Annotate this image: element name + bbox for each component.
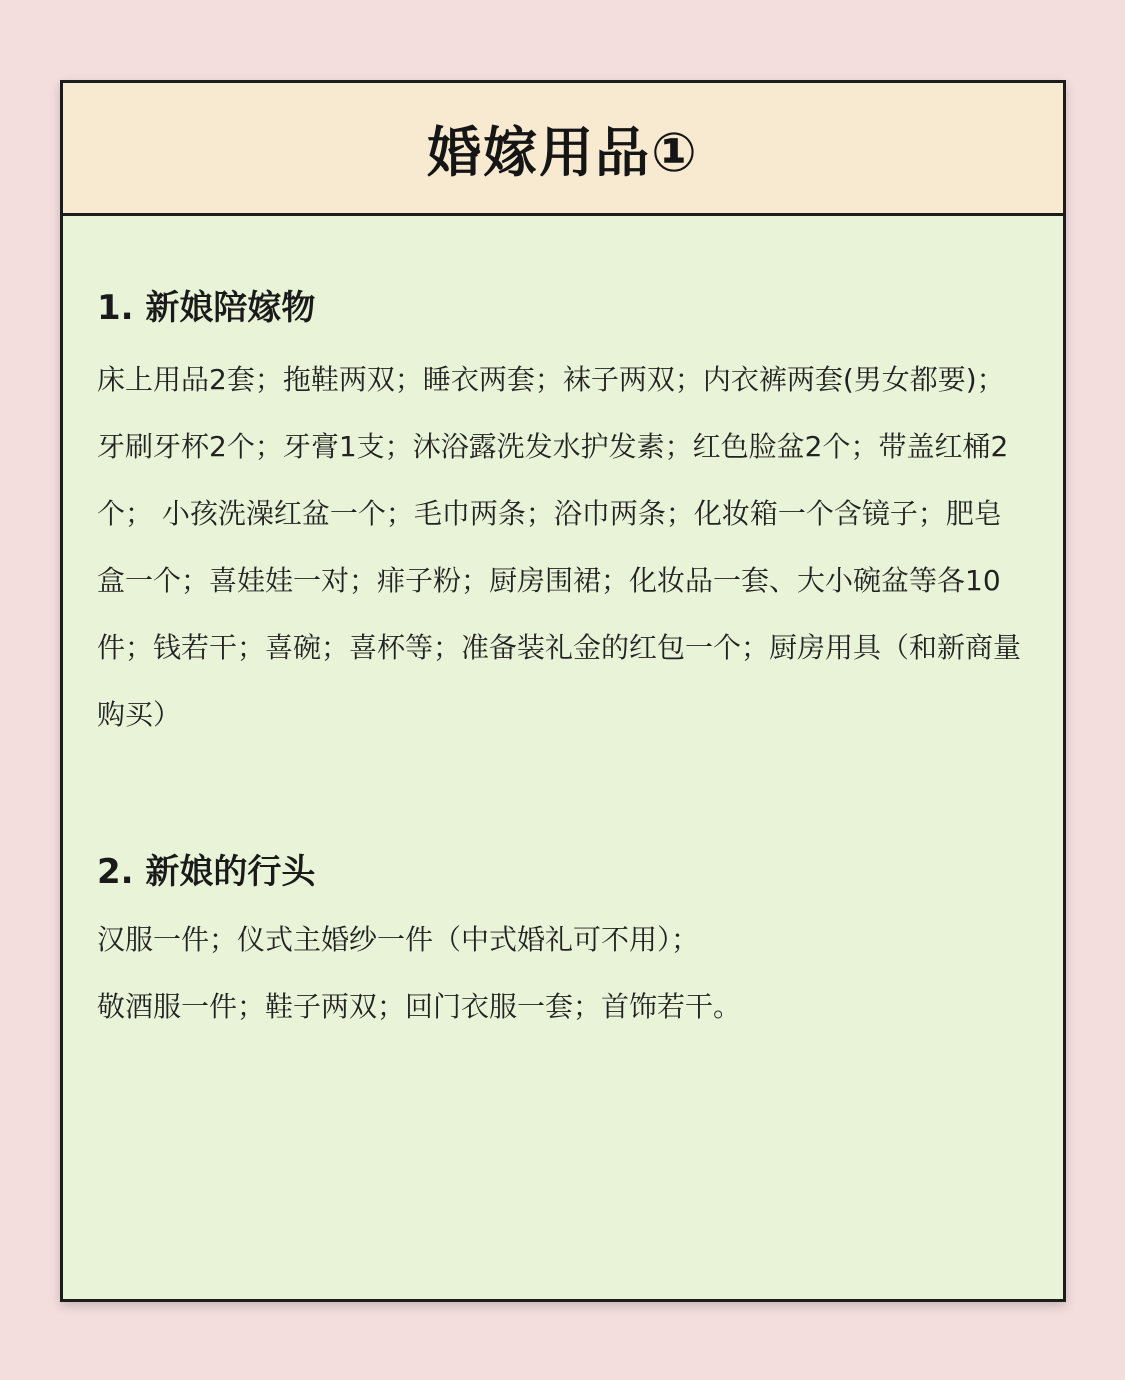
section-heading: 1. 新娘陪嫁物 [97, 288, 316, 328]
section-line: 敬酒服一件；鞋子两双；回门衣服一套；首饰若干。 [97, 990, 742, 1023]
section-line: 汉服一件；仪式主婚纱一件（中式婚礼可不用）； [97, 923, 700, 956]
card-header [63, 83, 1063, 216]
page-title: 婚嫁用品① [427, 120, 699, 184]
section-lines [97, 906, 1029, 1040]
checklist-card [60, 80, 1066, 1302]
section-bride-outfit [97, 848, 1029, 1040]
section-dowry [97, 284, 1029, 748]
card-body [63, 216, 1063, 1040]
section-paragraph: 床上用品2套；拖鞋两双；睡衣两套；袜子两双；内衣裤两套(男女都要)；牙刷牙杯2个；牙膏1支；沐浴露洗发水护发素；红色脸盆2个；带盖红桶2个； 小孩洗澡红盆一个；毛巾两条；浴巾两条；化妆箱一个含镜子；肥皂盒一个；喜娃娃一对；痱子粉；厨房围裙；化妆品一套、大小碗盆等各10件；钱若干；喜碗；喜杯等；准备装礼金的红包一个；厨房用具（和新商量购买） [97, 363, 1022, 731]
section-heading: 2. 新娘的行头 [97, 852, 316, 892]
